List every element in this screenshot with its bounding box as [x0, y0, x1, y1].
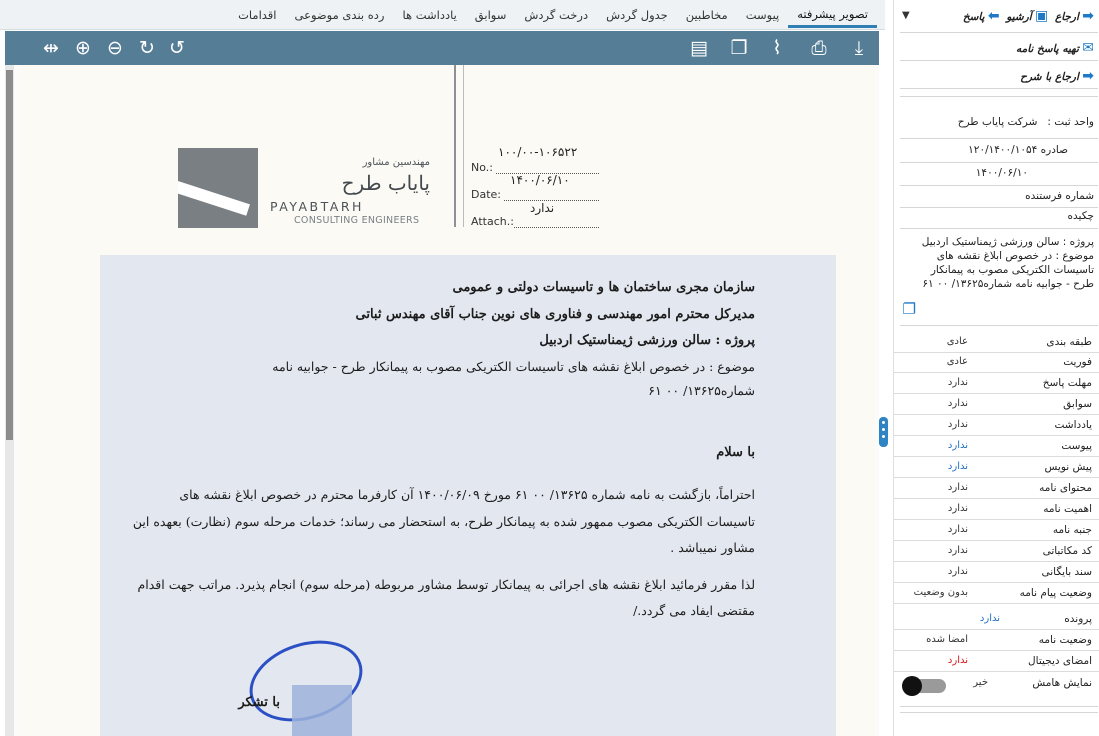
body-line-5: مقتضی ایفاد می گردد./ [633, 603, 755, 618]
field-label: وضعیت پیام نامه [1019, 587, 1092, 599]
viewer-toolbar [5, 31, 879, 65]
body-line-2: تاسیسات الکتریکی مصوب ممهور شده به پیمانکار طرح، به استحضار می رساند؛ خدمات مرحله سوم (نظارت) بعهده این [132, 514, 755, 529]
reply-doc-icon: ✉ [1082, 40, 1094, 56]
fit-width-icon[interactable]: ⇹ [43, 37, 59, 59]
body-line-3: مشاور نمیباشد . [670, 540, 755, 555]
tab-contacts[interactable]: مخاطبین [685, 7, 728, 22]
field-value: ندارد [947, 566, 968, 577]
letter-number-value: ۱۰۰/۰۰-۱۰۶۵۲۲ [498, 145, 578, 159]
scanned-letter [20, 65, 875, 736]
letter-status-value: امضا شده [926, 634, 968, 645]
company-logo-mark [178, 148, 258, 228]
zoom-in-icon[interactable]: ⊕ [75, 37, 91, 59]
abstract-line-2: موضوع : در خصوص ابلاغ نقشه های [936, 250, 1094, 262]
digital-signature-value: ندارد [947, 655, 968, 666]
header-divider-thin [463, 65, 464, 227]
panel-resize-handle[interactable] [879, 417, 888, 447]
divider [900, 96, 1098, 97]
letter-info-panel [893, 0, 1099, 736]
folder-value[interactable]: ندارد [979, 613, 1000, 624]
outgoing-number: صادره ۱۲۰/۱۴۰۰/۱۰۵۴ [968, 144, 1068, 156]
rotate-right-icon[interactable]: ↻ [139, 37, 155, 59]
letter-date-label: Date: [471, 188, 501, 201]
divider [900, 325, 1098, 326]
refer-note-row[interactable] [894, 68, 1099, 84]
stamp [292, 685, 352, 736]
field-label: سوابق [1063, 398, 1092, 410]
field-row [894, 458, 1099, 478]
field-row [894, 333, 1099, 353]
archive-icon: ▣ [1035, 8, 1049, 24]
subject-line-2: شماره۱۳۶۲۵/ ۰۰ ۶۱ [648, 383, 755, 398]
field-value: عادی [946, 356, 968, 367]
recipient-org: سازمان مجری ساختمان ها و تاسیسات دولتی و عمومی [452, 280, 755, 295]
closing: با تشکر [238, 695, 280, 710]
reg-unit-value: شرکت پایاب طرح [957, 116, 1038, 128]
attachment-icon[interactable]: ⌇ [772, 37, 782, 59]
field-label: محتوای نامه [1039, 482, 1092, 494]
divider [900, 60, 1098, 61]
digital-signature-label: امضای دیجیتال [1028, 655, 1092, 667]
field-row [894, 437, 1099, 457]
field-label: اهمیت نامه [1043, 503, 1092, 515]
field-row [894, 584, 1099, 604]
refer-arrow-icon: ➡ [1082, 8, 1094, 24]
reply-arrow-icon: ⬅ [987, 8, 1000, 24]
action-row [894, 8, 1099, 24]
field-label: مهلت پاسخ [1042, 377, 1092, 389]
field-label: جنبه نامه [1052, 524, 1092, 536]
field-row [894, 500, 1099, 520]
refer-note-icon: ➡ [1082, 68, 1094, 84]
folder-label: پرونده [1064, 613, 1092, 625]
field-row [894, 395, 1099, 415]
field-value: ندارد [947, 545, 968, 556]
recipient-name: مدیرکل محترم امور مهندسی و فناوری های نوین جناب آقای مهندس ثباتی [355, 307, 755, 322]
divider [900, 228, 1098, 229]
field-value: عادی [946, 336, 968, 347]
tab-actions[interactable]: اقدامات [238, 7, 277, 22]
field-label: فوریت [1063, 356, 1092, 368]
dots [514, 226, 599, 228]
tab-subject-classification[interactable]: رده بندی موضوعی [294, 7, 385, 22]
folder-row [894, 610, 1099, 630]
inbox-icon[interactable]: ▤ [690, 37, 708, 59]
field-value: ندارد [947, 419, 968, 430]
body-line-4: لذا مقرر فرمائید ابلاغ نقشه های اجرائی به پیمانکار توسط مشاور مربوطه (مرحله سوم) انجام پذیرد. مراتب جهت اقدام [137, 577, 755, 592]
abstract-line-3: تاسیسات الکتریکی مصوب به پیمانکار [930, 264, 1094, 276]
abstract-label: چکیده [1067, 210, 1094, 222]
divider [900, 706, 1098, 707]
tab-attachment[interactable]: پیوست [745, 7, 780, 22]
letter-number-label: No.: [471, 161, 493, 174]
show-margin-label: نمایش هامش [1032, 677, 1092, 689]
digital-signature-row [894, 652, 1099, 672]
logo-subtitle-fa: مهندسین مشاور [362, 157, 430, 168]
letter-attach-value: ندارد [530, 201, 555, 215]
project-line: پروژه : سالن ورزشی ژیمناستیک اردبیل [539, 333, 755, 348]
field-value: ندارد [947, 377, 968, 388]
prepare-reply-row[interactable] [894, 40, 1099, 56]
show-margin-toggle[interactable] [904, 679, 946, 693]
letter-date-value: ۱۴۰۰/۰۶/۱۰ [510, 173, 570, 187]
logo-tagline-en: CONSULTING ENGINEERS [294, 215, 420, 226]
tab-advanced-image[interactable]: تصویر پیشرفته [788, 2, 877, 28]
field-label: سند بایگانی [1041, 566, 1092, 578]
logo-name-fa: پایاب طرح [341, 171, 430, 195]
copy-abstract-icon[interactable]: ❐ [902, 300, 916, 318]
rotate-left-icon[interactable]: ↺ [169, 37, 185, 59]
letter-status-row [894, 631, 1099, 651]
tab-flow-table[interactable]: جدول گردش [606, 7, 668, 22]
field-row [894, 353, 1099, 373]
divider [900, 138, 1098, 139]
divider [900, 185, 1098, 186]
field-value: بدون وضعیت [913, 587, 968, 598]
tab-bar [0, 0, 885, 30]
field-label: یادداشت [1054, 419, 1092, 431]
abstract-line-4: طرح - جوابیه نامه شماره۱۳۶۲۵/ ۰۰ ۶۱ [922, 278, 1094, 290]
abstract-line-1: پروژه : سالن ورزشی ژیمناستیک اردبیل [921, 236, 1094, 248]
divider [900, 88, 1098, 89]
reg-unit-row [894, 116, 1099, 128]
reply-button[interactable]: پاسخ [962, 11, 985, 23]
field-value: ندارد [947, 503, 968, 514]
header-divider [454, 65, 456, 227]
document-viewer [5, 65, 879, 736]
logo-name-en: PAYABTARH [270, 199, 364, 214]
field-label: طبقه بندی [1046, 336, 1092, 348]
field-value[interactable]: ندارد [947, 440, 968, 451]
refer-button[interactable]: ارجاع [1054, 11, 1079, 23]
archive-button[interactable]: آرشیو [1006, 11, 1032, 23]
caret-down-icon[interactable]: ▼ [902, 10, 910, 21]
subject-line: موضوع : در خصوص ابلاغ نقشه های تاسیسات الکتریکی مصوب به پیمانکار طرح - جوابیه نامه [272, 359, 755, 374]
letter-status-label: وضعیت نامه [1038, 634, 1092, 646]
field-label: کد مکاتباتی [1042, 545, 1092, 557]
field-label: پیش نویس [1044, 461, 1092, 473]
tab-history[interactable]: سوابق [474, 7, 507, 22]
divider [900, 162, 1098, 163]
letter-attach-label: Attach.: [471, 215, 514, 228]
sender-number-label: شماره فرستنده [1025, 190, 1094, 202]
copy-icon[interactable]: ❐ [730, 37, 748, 59]
field-value: ندارد [947, 398, 968, 409]
scrollbar-thumb[interactable] [6, 70, 13, 440]
tab-flow-tree[interactable]: درخت گردش [524, 7, 589, 22]
zoom-out-icon[interactable]: ⊖ [107, 37, 123, 59]
field-row [894, 479, 1099, 499]
field-row [894, 521, 1099, 541]
divider [900, 712, 1098, 713]
field-value: ندارد [947, 482, 968, 493]
download-icon[interactable]: ⤓ [854, 37, 864, 59]
refer-with-note-button[interactable]: ارجاع با شرح [1020, 71, 1079, 83]
field-value[interactable]: ندارد [947, 461, 968, 472]
field-value: ندارد [947, 524, 968, 535]
divider [900, 32, 1098, 33]
prepare-reply-button[interactable]: تهیه پاسخ نامه [1015, 43, 1079, 55]
field-row [894, 563, 1099, 583]
viewer-scrollbar[interactable] [5, 65, 14, 736]
body-line-1: احتراماً، بازگشت به نامه شماره ۱۳۶۲۵/ ۰۰ ۶۱ مورخ ۱۴۰۰/۰۶/۰۹ آن کارفرما محترم در خصوص ابلاغ نقشه های [179, 487, 755, 502]
print-icon[interactable]: ⎙ [811, 37, 827, 59]
greeting: با سلام [716, 445, 755, 460]
reg-unit-label: واحد ثبت : [1047, 116, 1094, 128]
field-row [894, 374, 1099, 394]
show-margin-value: خیر [973, 677, 988, 688]
tab-notes[interactable]: یادداشت ها [402, 7, 457, 22]
field-row [894, 416, 1099, 436]
divider [900, 207, 1098, 208]
field-row [894, 542, 1099, 562]
field-label: پیوست [1061, 440, 1092, 452]
letter-date: ۱۴۰۰/۰۶/۱۰ [975, 167, 1028, 179]
